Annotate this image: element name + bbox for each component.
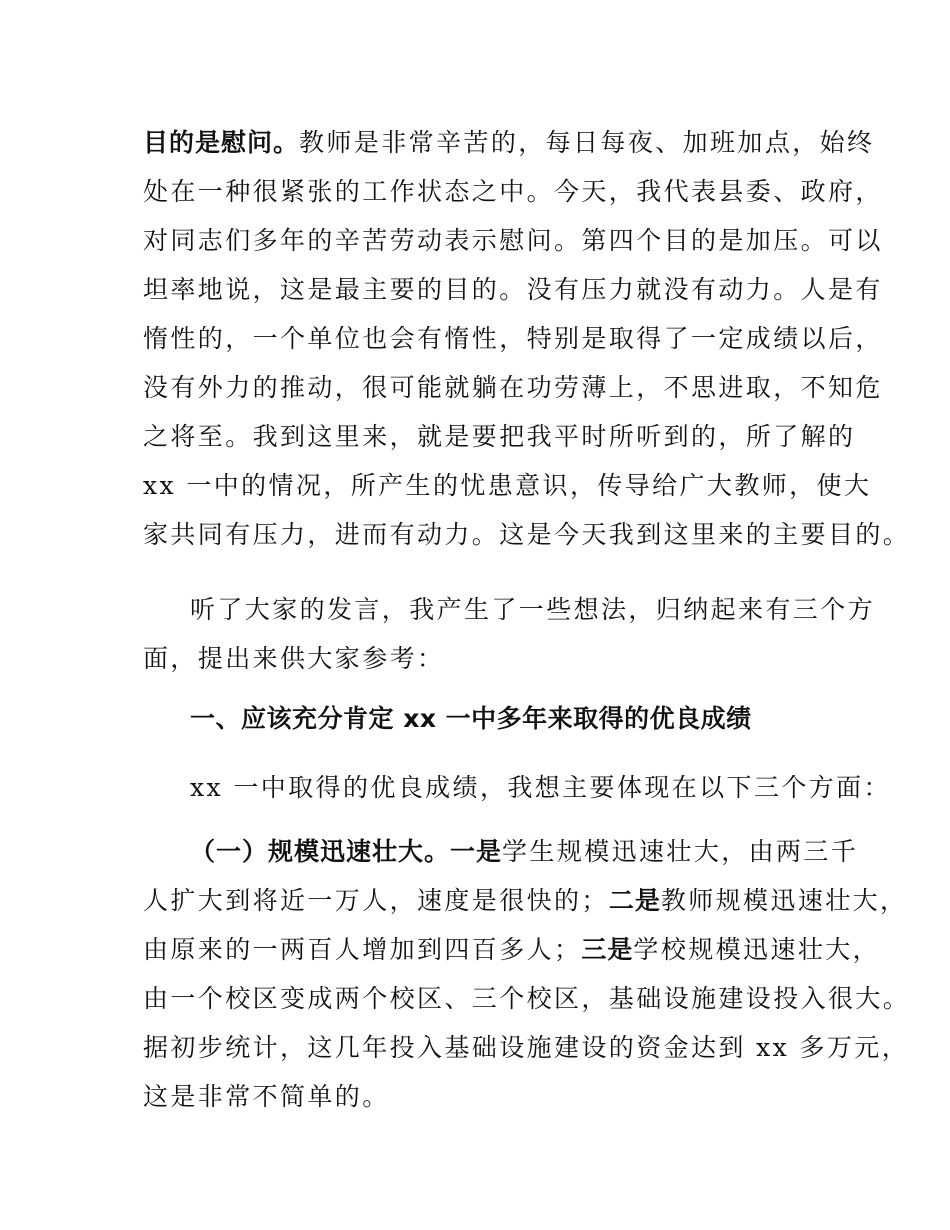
paragraph-3-line-1: xx 一中取得的优良成绩，我想主要体现在以下三个方面：	[190, 773, 891, 802]
bold-phrase: 三是	[581, 935, 634, 964]
paragraph-1-line-9: 家共同有压力，进而有动力。这是今天我到这里来的主要目的。	[143, 520, 911, 549]
paragraph-1-line-6: 没有外力的推动，很可能就躺在功劳薄上，不思进取，不知危	[143, 373, 883, 402]
paragraph-1-line-7: 之将至。我到这里来，就是要把我平时所听到的，所了解的	[143, 422, 856, 451]
paragraph-1-line-8: xx 一中的情况，所产生的忧患意识，传导给广大教师，使大	[143, 471, 872, 500]
bold-phrase: 二是	[608, 886, 661, 915]
paragraph-2-line-1: 听了大家的发言，我产生了一些想法，归纳起来有三个方	[190, 595, 876, 624]
text-run: 教师规模迅速壮大，	[660, 886, 908, 915]
paragraph-1-line-3: 对同志们多年的辛苦劳动表示慰问。第四个目的是加压。可以	[143, 226, 883, 255]
text-run: 由原来的一两百人增加到四百多人；	[143, 935, 582, 964]
text-run: 学校规模迅速壮大，	[633, 935, 881, 964]
paragraph-2-line-2: 面，提出来供大家参考：	[143, 644, 445, 673]
paragraph-4-line-6: 这是非常不简单的。	[143, 1082, 390, 1111]
bold-phrase: 一是	[450, 837, 503, 866]
paragraph-4-line-2	[143, 886, 907, 916]
paragraph-4-line-5: 据初步统计，这几年投入基础设施建设的资金达到 xx 多万元，	[143, 1033, 910, 1062]
paragraph-1-line-1	[143, 128, 874, 158]
section-heading-1: 一、应该充分肯定 xx 一中多年来取得的优良成绩	[190, 704, 752, 733]
paragraph-1-line-4: 坦率地说，这是最主要的目的。没有压力就没有动力。人是有	[143, 275, 883, 304]
bold-phrase: 目的是慰问。	[143, 128, 300, 157]
paragraph-4-line-4: 由一个校区变成两个校区、三个校区，基础设施建设投入很大。	[143, 984, 911, 1013]
paragraph-1-line-5: 惰性的，一个单位也会有惰性，特别是取得了一定成绩以后，	[143, 324, 883, 353]
subheading-bold: （一）规模迅速壮大。	[190, 837, 451, 866]
paragraph-4-line-1	[190, 837, 858, 867]
text-run: 教师是非常辛苦的，每日每夜、加班加点，始终	[299, 128, 875, 157]
paragraph-4-line-3	[143, 935, 880, 965]
text-run: 人扩大到将近一万人，速度是很快的；	[143, 886, 609, 915]
text-run: 学生规模迅速壮大，由两三千	[502, 837, 859, 866]
paragraph-1-line-2: 处在一种很紧张的工作状态之中。今天，我代表县委、政府，	[143, 177, 883, 206]
